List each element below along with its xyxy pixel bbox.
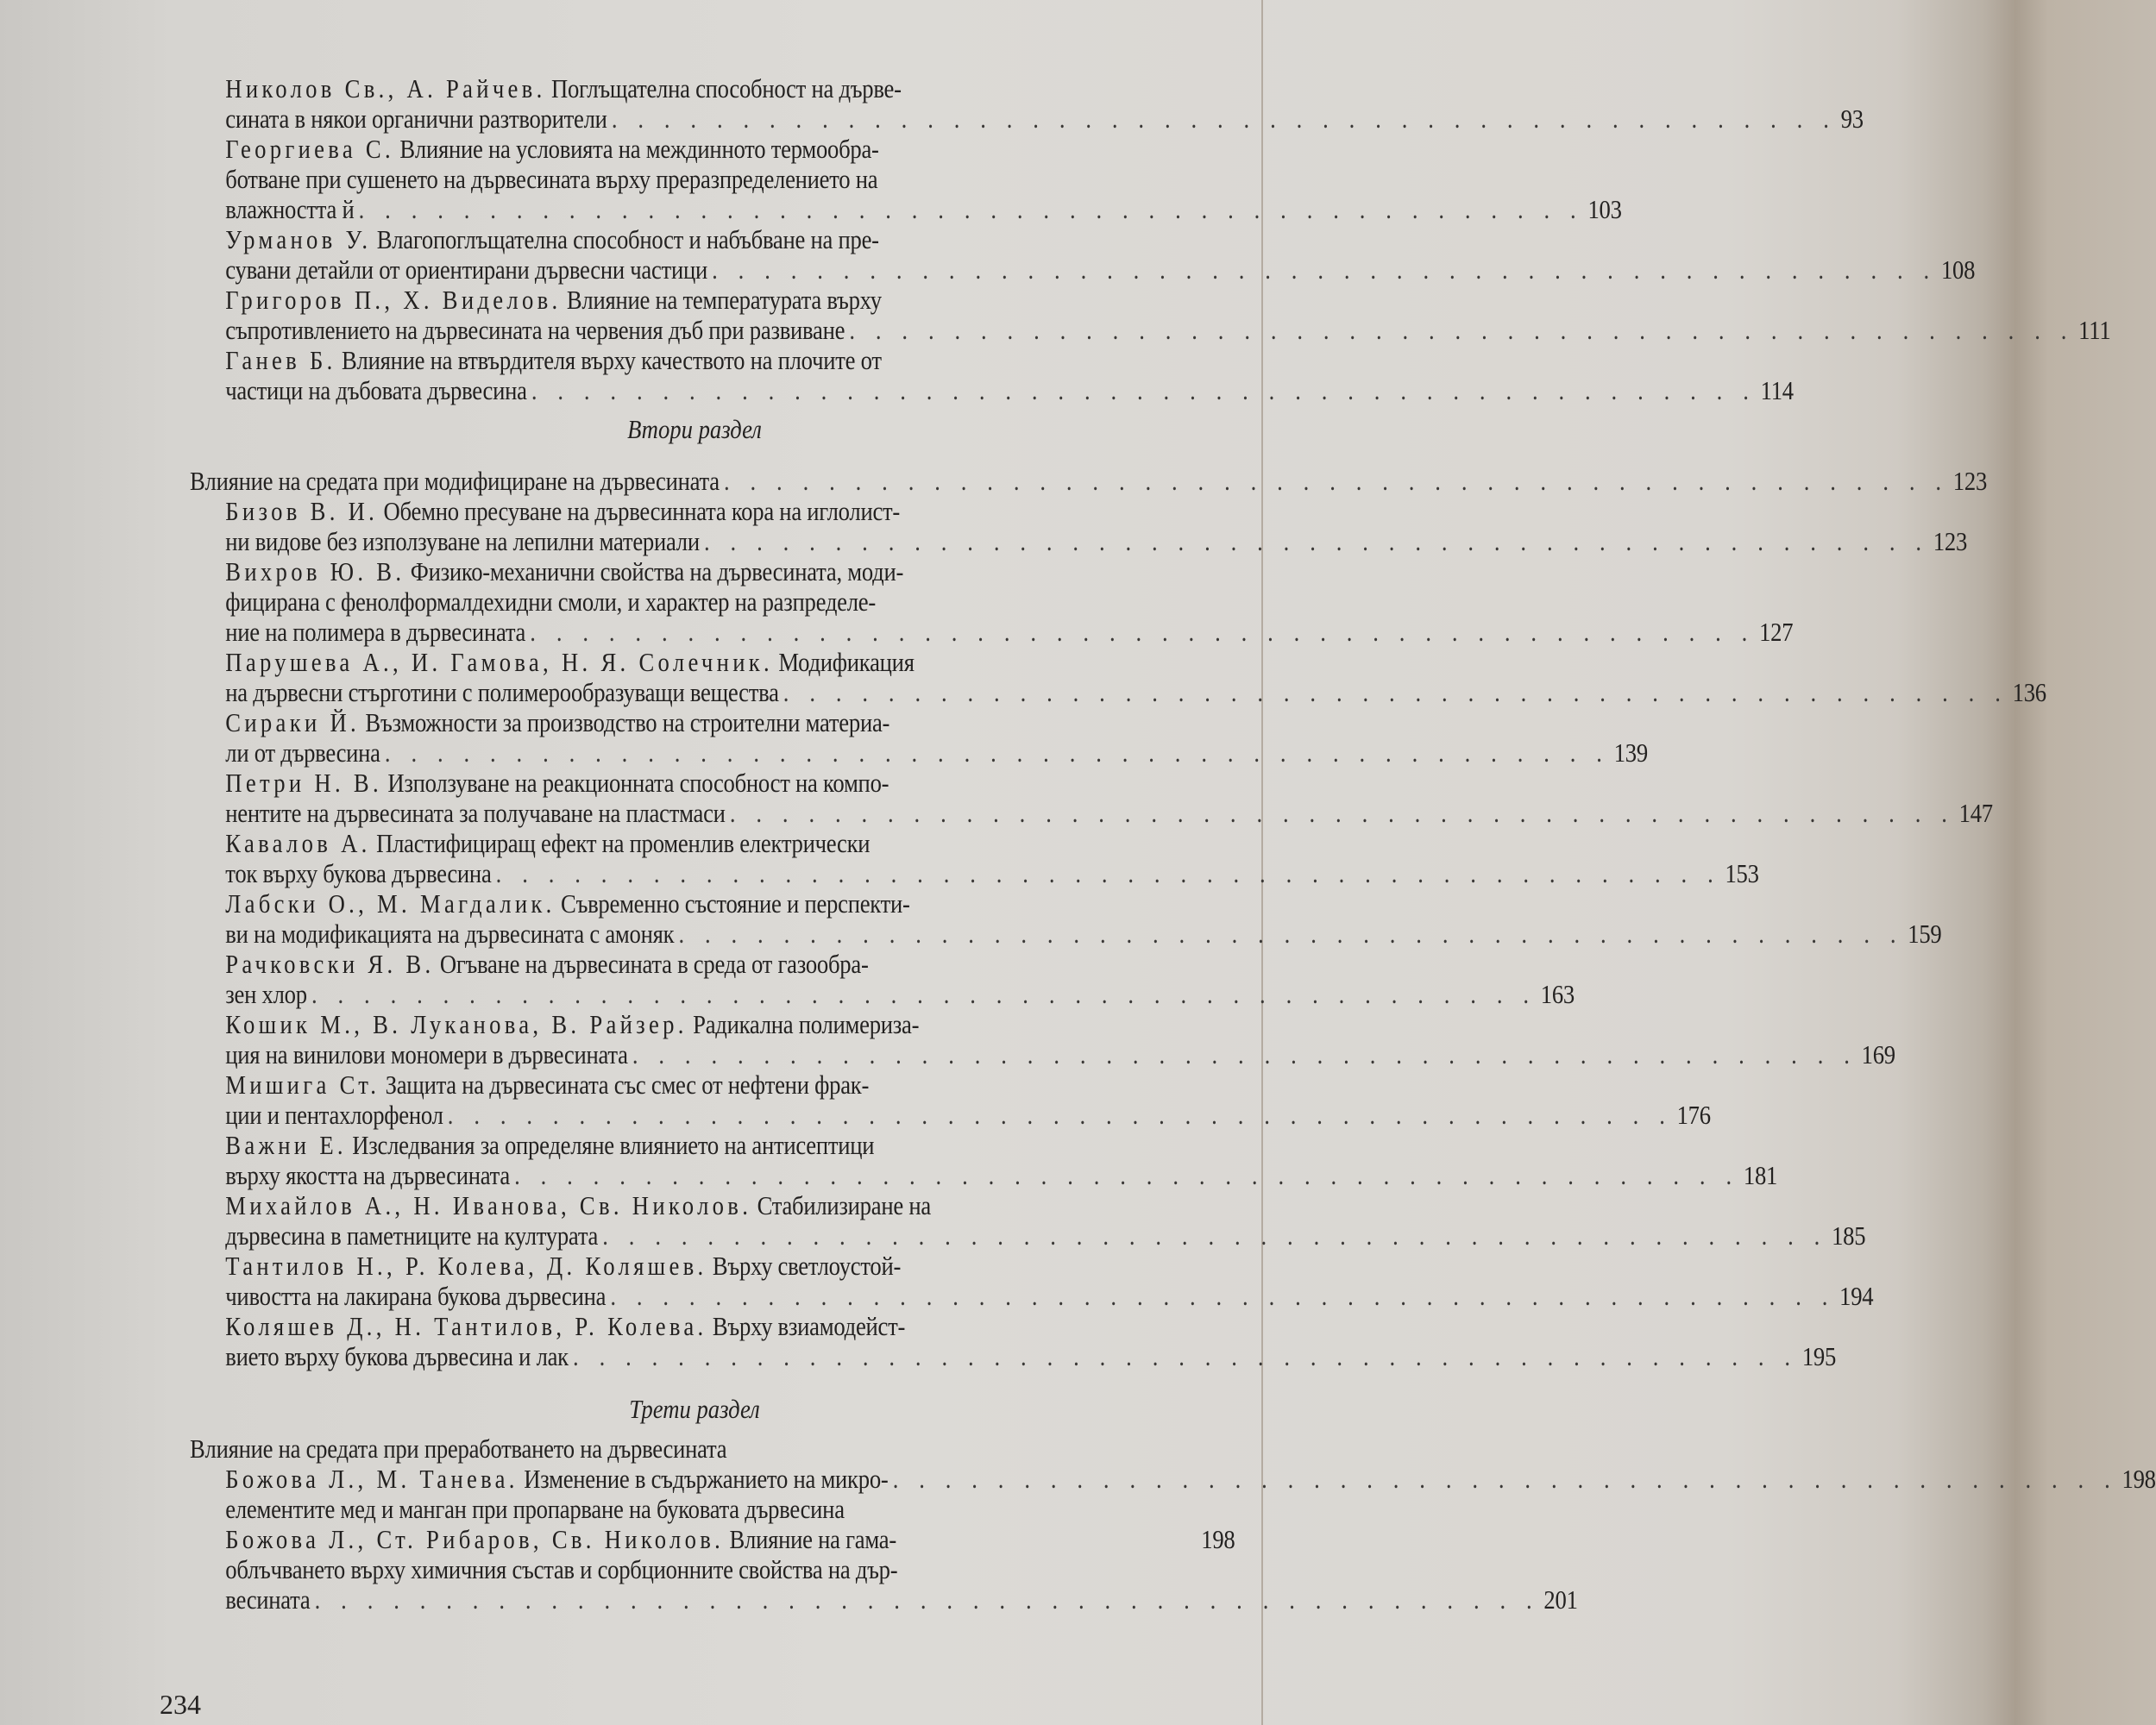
toc-line xyxy=(190,949,1235,979)
toc-line xyxy=(190,858,1759,888)
toc-line xyxy=(190,647,1235,677)
page-ref: 93 xyxy=(1840,104,1864,134)
toc-line xyxy=(190,1341,1837,1371)
entry-author: Григоров П., Х. Виделов. xyxy=(225,285,562,315)
entry-title-line: на дървесни стърготини с полимерообразуващи вещества xyxy=(225,677,779,707)
leader-dots: . . . . . . . . . . . . . . . . . . . . . . . . . . . . . . . . . . . . . . . . . . . . . . . xyxy=(573,1341,1798,1371)
toc-line xyxy=(190,888,1235,919)
toc-line xyxy=(190,1524,1235,1554)
toc-entry xyxy=(190,1524,1578,1615)
entry-title-line: ви на модификацията на дървесината с амоняк xyxy=(225,919,675,949)
leader-dots: . . . . . . . . . . . . . . . . . . . . . . . . . . . . . . . . . . . . . . . . . . . . . . . xyxy=(447,1100,1673,1130)
entry-author: Тантилов Н., Р. Колева, Д. Коляшев. xyxy=(225,1251,707,1281)
toc-entry xyxy=(190,828,1759,888)
entry-title-line: зен хлор xyxy=(225,979,307,1009)
toc-line xyxy=(190,1100,1711,1130)
entry-author: Петри Н. В. xyxy=(225,768,382,798)
entry-title-line: Физико-механични свойства на дървесината, моди- xyxy=(410,556,904,586)
toc-entry xyxy=(190,949,1575,1009)
entry-title-line: ции и пентахлорфенол xyxy=(225,1100,443,1130)
toc-line xyxy=(190,1554,1235,1584)
page-ref: 123 xyxy=(1952,466,1988,496)
toc-entry xyxy=(190,888,1942,949)
entry-title-line: Влияние на условията на междинното термообра- xyxy=(399,134,879,164)
toc-entry xyxy=(190,285,2111,345)
group-heading xyxy=(190,1433,1199,1464)
toc-entry xyxy=(190,1311,1837,1371)
leader-dots: . . . . . . . . . . . . . . . . . . . . . . . . . . . . . . . . . . . . . . . . . . . . . . . xyxy=(610,1281,1835,1311)
toc-line xyxy=(190,677,2046,707)
entry-author: Божова Л., Ст. Рибаров, Св. Николов. xyxy=(225,1524,725,1554)
toc-line xyxy=(190,104,1864,134)
toc-line xyxy=(190,1009,1235,1039)
toc-line xyxy=(190,556,1235,586)
page-ref: 123 xyxy=(1933,526,1968,556)
toc-entry xyxy=(190,1070,1711,1130)
entry-title-line: елементите мед и манган при пропарване на буковата дървесина xyxy=(225,1494,845,1524)
entry-title-line: Огъване на дървесината в среда от газообра- xyxy=(439,949,869,979)
entry-author: Сираки Й. xyxy=(225,707,361,737)
page-ref: 169 xyxy=(1861,1039,1895,1070)
toc-entry xyxy=(190,768,1993,828)
entry-author: Кошик М., В. Луканова, В. Райзер. xyxy=(225,1009,688,1039)
leader-dots: . . . . . . . . . . . . . . . . . . . . . . . . . . . . . . . . . . . . . . . . . . . . . . . xyxy=(514,1160,1739,1190)
entry-title-line: Обемно пресуване на дървесинната кора на иглолист- xyxy=(383,496,901,526)
group-heading xyxy=(190,466,1988,496)
toc-entry xyxy=(190,1464,2156,1524)
page-ref: 127 xyxy=(1759,617,1794,647)
page-ref: 198 xyxy=(1201,1524,1235,1554)
entry-title-line: Стабилизиране на xyxy=(757,1190,931,1220)
toc-entry xyxy=(190,496,1968,556)
toc-entry xyxy=(190,73,1864,134)
entry-author: Вихров Ю. В. xyxy=(225,556,405,586)
entry-author: Рачковски Я. В. xyxy=(225,949,435,979)
toc-entry xyxy=(190,647,2046,707)
group-heading-text: Влияние на средата при преработването на дървесината xyxy=(190,1433,727,1464)
group-heading-text: Влияние на средата при модифициране на дървесината xyxy=(190,466,720,496)
toc-line xyxy=(190,1584,1578,1615)
leader-dots: . . . . . . . . . . . . . . . . . . . . . . . . . . . . . . . . . . . . . . . . . . . . . . . xyxy=(530,617,1755,647)
toc-line xyxy=(190,1160,1778,1190)
entry-title-line: нентите на дървесината за получаване на пластмаси xyxy=(225,798,726,828)
toc-line xyxy=(190,466,1988,496)
entry-author: Парушева А., И. Гамова, Н. Я. Солечник. xyxy=(225,647,773,677)
toc-line xyxy=(190,1070,1235,1100)
entry-author: Важни Е. xyxy=(225,1130,347,1160)
page-ref: 159 xyxy=(1908,919,1942,949)
entry-title-line: Влияние на температурата върху xyxy=(566,285,882,315)
leader-dots: . . . . . . . . . . . . . . . . . . . . . . . . . . . . . . . . . . . . . . . . . . . . . . . xyxy=(783,677,2008,707)
toc-line xyxy=(190,979,1575,1009)
toc-line xyxy=(190,1039,1895,1070)
section-title: Втори раздел xyxy=(627,414,762,444)
leader-dots: . . . . . . . . . . . . . . . . . . . . . . . . . . . . . . . . . . . . . . . . . . . . . . . xyxy=(712,254,1937,285)
leader-dots: . . . . . . . . . . . . . . . . . . . . . . . . . . . . . . . . . . . . . . . . . . . . . . . xyxy=(358,194,1584,224)
toc-line xyxy=(190,164,1235,194)
entry-author: Михайлов А., Н. Иванова, Св. Николов. xyxy=(225,1190,752,1220)
toc-entry xyxy=(190,1009,1895,1070)
entry-title-line: Пластифициращ ефект на променлив електрически xyxy=(376,828,871,858)
leader-dots: . . . . . . . . . . . . . . . . . . . . . . . . . . . . . . . . . . . . . . . . . . . . . . . xyxy=(849,315,2075,345)
toc-line xyxy=(190,828,1235,858)
leader-dots: . . . . . . . . . . . . . . . . . . . . . . . . . . . . . . . . . . . . . . . . . . . . . . . xyxy=(729,798,1955,828)
page-ref: 153 xyxy=(1725,858,1759,888)
entry-title-line: Защита на дървесината със смес от нефтени фрак- xyxy=(385,1070,870,1100)
toc-line xyxy=(190,526,1968,556)
page-ref: 181 xyxy=(1743,1160,1778,1190)
leader-dots: . . . . . . . . . . . . . . . . . . . . . . . . . . . . . . . . . . . . . . . . . . . . . . . xyxy=(892,1464,2118,1494)
toc-line xyxy=(190,345,1235,375)
toc-line xyxy=(190,1190,1235,1220)
entry-author: Урманов У. xyxy=(225,224,372,254)
toc-entry xyxy=(190,134,1622,224)
toc-line xyxy=(190,224,1235,254)
entry-title-line: ботване при сушенето на дървесината върху преразпределението на xyxy=(225,164,878,194)
toc-entry xyxy=(190,1251,1874,1311)
entry-title-line: вието върху букова дървесина и лак xyxy=(225,1341,569,1371)
toc-line xyxy=(190,1433,1199,1464)
entry-author: Николов Св., А. Райчев. xyxy=(225,73,546,104)
page-ref: 195 xyxy=(1801,1341,1837,1371)
entry-title-line: ни видове без използуване на лепилни материали xyxy=(225,526,700,556)
page-ref: 201 xyxy=(1543,1584,1578,1615)
toc-line xyxy=(190,134,1235,164)
entry-title-line: сувани детайли от ориентирани дървесни частици xyxy=(225,254,707,285)
leader-dots: . . . . . . . . . . . . . . . . . . . . . . . . . . . . . . . . . . . . . . . . . . . . . . . xyxy=(632,1039,1857,1070)
entry-title-line: Използуване на реакционната способност на компо- xyxy=(387,768,889,798)
entry-title-line: Влагопоглъщателна способност и набъбване на пре- xyxy=(376,224,879,254)
entry-title-line: ция на винилови мономери в дървесината xyxy=(225,1039,628,1070)
entry-title-line: съпротивлението на дървесината на червения дъб при развиване xyxy=(225,315,845,345)
toc-line xyxy=(190,375,1794,405)
page-ref: 163 xyxy=(1540,979,1575,1009)
toc-line xyxy=(190,1251,1235,1281)
entry-author: Мишига Ст. xyxy=(225,1070,380,1100)
toc-line xyxy=(190,1311,1235,1341)
toc-line xyxy=(190,1130,1235,1160)
entry-author: Коляшев Д., Н. Тантилов, Р. Колева. xyxy=(225,1311,707,1341)
leader-dots: . . . . . . . . . . . . . . . . . . . . . . . . . . . . . . . . . . . . . . . . . . . . . . . xyxy=(311,979,1537,1009)
entry-title-line: Върху светлоустой- xyxy=(712,1251,902,1281)
toc-line xyxy=(190,496,1235,526)
entry-author: Георгиева С. xyxy=(225,134,394,164)
entry-author: Ганев Б. xyxy=(225,345,336,375)
page-ref: 147 xyxy=(1958,798,1993,828)
page-ref: 198 xyxy=(2121,1464,2156,1494)
toc-line xyxy=(190,919,1942,949)
toc-line xyxy=(190,194,1622,224)
toc-line xyxy=(190,1464,2156,1494)
toc-line xyxy=(190,617,1794,647)
toc-line xyxy=(190,315,2111,345)
entry-author: Бизов В. И. xyxy=(225,496,379,526)
entry-author: Лабски О., М. Магдалик. xyxy=(225,888,556,919)
entry-author: Кавалов А. xyxy=(225,828,371,858)
entry-title-line: ние на полимера в дървесината xyxy=(225,617,526,647)
leader-dots: . . . . . . . . . . . . . . . . . . . . . . . . . . . . . . . . . . . . . . . . . . . . . . . xyxy=(678,919,1904,949)
leader-dots: . . . . . . . . . . . . . . . . . . . . . . . . . . . . . . . . . . . . . . . . . . . . . . . xyxy=(704,526,1929,556)
toc-entry xyxy=(190,224,1976,285)
toc-line xyxy=(190,707,1235,737)
entry-title-line: Модификация xyxy=(778,647,915,677)
entry-title-line: ток върху букова дървесина xyxy=(225,858,492,888)
toc-line xyxy=(190,1281,1874,1311)
entry-title-line: Върху взиамодейст- xyxy=(712,1311,906,1341)
entry-title-line: Поглъщателна способност на дърве- xyxy=(550,73,902,104)
toc-line xyxy=(190,768,1235,798)
toc-line xyxy=(190,737,1648,768)
toc-line xyxy=(190,254,1976,285)
leader-dots: . . . . . . . . . . . . . . . . . . . . . . . . . . . . . . . . . . . . . . . . . . . . . . . xyxy=(495,858,1721,888)
leader-dots: . . . . . . . . . . . . . . . . . . . . . . . . . . . . . . . . . . . . . . . . . . . . . . . xyxy=(602,1220,1827,1251)
toc-line xyxy=(190,1494,1235,1524)
leader-dots: . . . . . . . . . . . . . . . . . . . . . . . . . . . . . . . . . . . . . . . . . . . . . . . xyxy=(531,375,1757,405)
toc-entry xyxy=(190,1130,1778,1190)
entry-title-line: върху якостта на дървесината xyxy=(225,1160,510,1190)
page-ref: 103 xyxy=(1587,194,1622,224)
toc-line xyxy=(190,586,1235,617)
entry-title-line: весината xyxy=(225,1584,311,1615)
table-of-contents xyxy=(190,73,2156,1615)
leader-dots: . . . . . . . . . . . . . . . . . . . . . . . . . . . . . . . . . . . . . . . . . . . . . . . xyxy=(723,466,1949,496)
page-number: 234 xyxy=(160,1689,201,1720)
page-ref: 194 xyxy=(1839,1281,1874,1311)
entry-title-line: влажността й xyxy=(225,194,355,224)
entry-title-line: сината в някои органични разтворители xyxy=(225,104,607,134)
page-ref: 176 xyxy=(1676,1100,1711,1130)
leader-dots: . . . . . . . . . . . . . . . . . . . . . . . . . . . . . . . . . . . . . . . . . . . . . . . xyxy=(611,104,1837,134)
page-ref: 139 xyxy=(1613,737,1648,768)
entry-title-line: ли от дървесина xyxy=(225,737,380,768)
section-title: Трети раздел xyxy=(629,1394,760,1424)
page-ref: 185 xyxy=(1832,1220,1866,1251)
entry-title-line: Изследвания за определяне влиянието на антисептици xyxy=(352,1130,875,1160)
entry-title-line: Съвременно състояние и перспекти- xyxy=(561,888,910,919)
toc-entry xyxy=(190,1190,1866,1251)
toc-line xyxy=(190,285,1235,315)
leader-dots: . . . . . . . . . . . . . . . . . . . . . . . . . . . . . . . . . . . . . . . . . . . . . . . xyxy=(314,1584,1540,1615)
toc-line xyxy=(190,798,1993,828)
entry-title-line: Изменение в съдържанието на микро- xyxy=(524,1464,889,1494)
toc-line xyxy=(190,73,1235,104)
entry-title-line: дървесина в паметниците на културата xyxy=(225,1220,599,1251)
page-ref: 111 xyxy=(2078,315,2111,345)
toc-line xyxy=(190,1220,1866,1251)
entry-title-line: облъчването върху химичния състав и сорбционните свойства на дър- xyxy=(225,1554,898,1584)
entry-title-line: фицирана с фенолформалдехидни смоли, и характер на разпределе- xyxy=(225,586,876,617)
entry-author: Божова Л., М. Танева. xyxy=(225,1464,519,1494)
toc-entry xyxy=(190,556,1794,647)
page-ref: 108 xyxy=(1940,254,1976,285)
toc-entry xyxy=(190,707,1648,768)
entry-title-line: Влияние на втвърдителя върху качеството на плочите от xyxy=(342,345,882,375)
entry-title-line: Възможности за производство на строителни материа- xyxy=(365,707,890,737)
entry-title-line: частици на дъбовата дървесина xyxy=(225,375,527,405)
leader-dots: . . . . . . . . . . . . . . . . . . . . . . . . . . . . . . . . . . . . . . . . . . . . . . . xyxy=(384,737,1610,768)
entry-title-line: Радикална полимериза- xyxy=(693,1009,920,1039)
entry-title-line: чивостта на лакирана букова дървесина xyxy=(225,1281,607,1311)
page-ref: 136 xyxy=(2012,677,2046,707)
toc-entry xyxy=(190,345,1794,405)
page-ref: 114 xyxy=(1760,375,1794,405)
entry-title-line: Влияние на гама- xyxy=(729,1524,896,1554)
